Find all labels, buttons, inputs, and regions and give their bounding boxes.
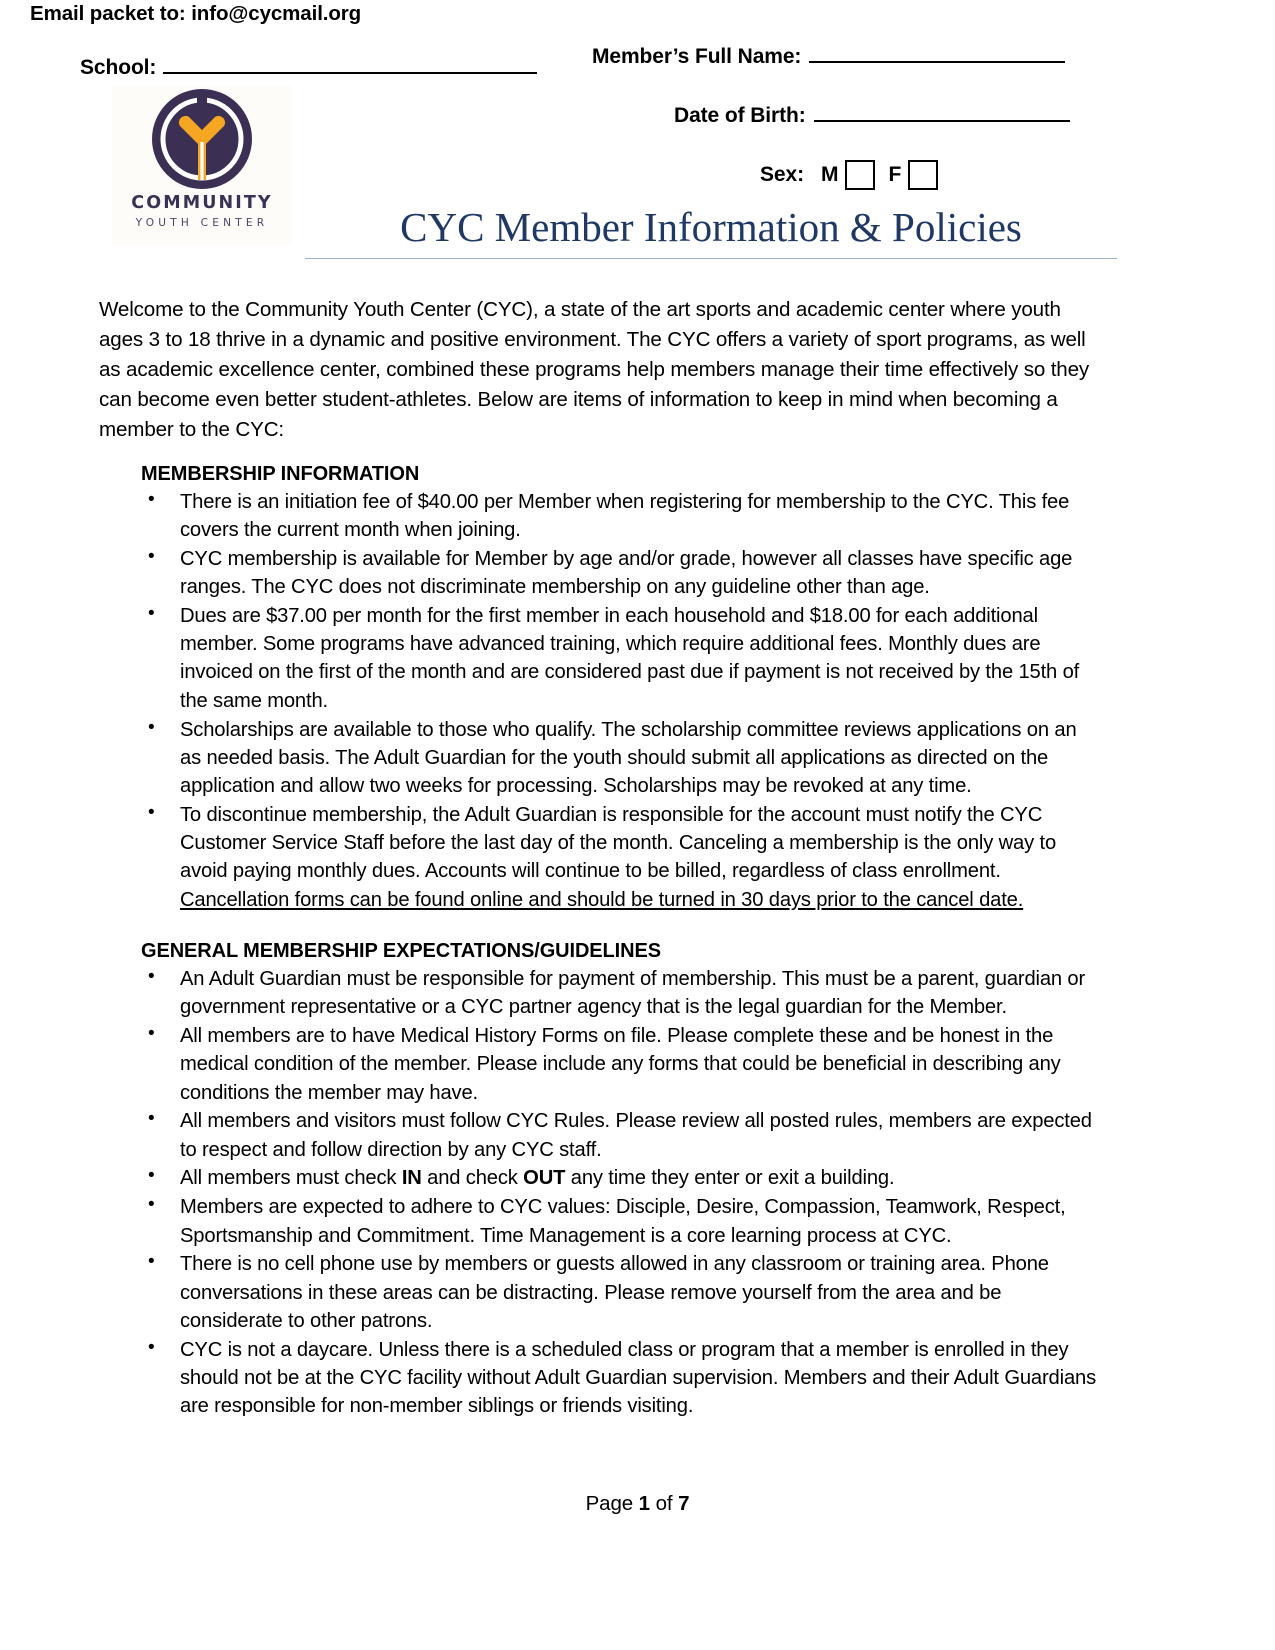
list-item: • Members are expected to adhere to CYC values: Disciple, Desire, Compassion, Teamwork, Respect, Sportsmanship and Commitment. Time Management is a core learning process at CYC. bbox=[141, 1193, 1099, 1250]
logo-wordmark: COMMUNITY bbox=[131, 193, 273, 213]
school-field-row bbox=[80, 56, 537, 80]
section-heading: GENERAL MEMBERSHIP EXPECTATIONS/GUIDELINES bbox=[141, 939, 661, 962]
date-of-birth-field-row bbox=[674, 104, 1070, 128]
list-item: • All members are to have Medical History Forms on file. Please complete these and be honest in the medical condition of the member. Please include any forms that could be beneficial in describing any conditions the member may have. bbox=[141, 1022, 1099, 1107]
list-item: • All members and visitors must follow CYC Rules. Please review all posted rules, members are expected to respect and follow direction by any CYC staff. bbox=[141, 1107, 1099, 1164]
sex-female-checkbox[interactable] bbox=[908, 160, 938, 190]
check-text-part1: All members must check bbox=[180, 1167, 402, 1190]
sex-label: Sex: bbox=[760, 163, 804, 186]
sex-male-checkbox[interactable] bbox=[845, 160, 875, 190]
sex-field-row bbox=[760, 160, 938, 190]
list-item-check-in-out bbox=[141, 1164, 1099, 1192]
member-name-input-line[interactable] bbox=[809, 60, 1065, 63]
membership-information-list bbox=[141, 488, 1099, 914]
cyc-logo-icon bbox=[149, 86, 255, 192]
cyc-logo bbox=[112, 86, 292, 246]
title-divider bbox=[305, 258, 1117, 259]
logo-subtext: YOUTH CENTER bbox=[135, 217, 269, 229]
email-packet-line: Email packet to: info@cycmail.org bbox=[30, 2, 362, 25]
section-general-membership-expectations bbox=[141, 940, 1099, 1421]
list-item: • An Adult Guardian must be responsible for payment of membership. This must be a parent, guardian or government representative or a CYC partner agency that is the legal guardian for the Member. bbox=[141, 965, 1099, 1022]
title-block bbox=[305, 205, 1117, 259]
check-text-part3: any time they enter or exit a building. bbox=[565, 1167, 895, 1190]
list-item: • CYC membership is available for Member by age and/or grade, however all classes have specific age ranges. The CYC does not discriminate membership on any guideline other than age. bbox=[141, 545, 1099, 602]
general-expectations-list bbox=[141, 965, 1099, 1421]
sex-male-label: M bbox=[820, 163, 839, 186]
date-of-birth-label: Date of Birth: bbox=[674, 104, 806, 127]
footer-prefix: Page bbox=[585, 1492, 639, 1515]
page-title: CYC Member Information & Policies bbox=[400, 204, 1022, 250]
school-label: School: bbox=[80, 56, 157, 79]
date-of-birth-input-line[interactable] bbox=[814, 119, 1070, 122]
list-item: • Dues are $37.00 per month for the first member in each household and $18.00 for each additional member. Some programs have advanced training, which require additional fees. Monthly dues are invoiced on the first of the month and are considered past due if payment is not received by the 15th of the same month. bbox=[141, 602, 1099, 715]
footer-current-page: 1 bbox=[638, 1492, 650, 1515]
member-name-field-row bbox=[592, 45, 1065, 69]
intro-paragraph: Welcome to the Community Youth Center (CYC), a state of the art sports and academic center where youth ages 3 to 18 thrive in a dynamic and positive environment. The CYC offers a variety of sport programs, as well as academic excellence center, combined these programs help members manage their time effectively so they can become even better student-athletes. Below are items of information to keep in mind when becoming a member to the CYC: bbox=[99, 298, 1090, 441]
list-item-cancellation bbox=[141, 801, 1099, 914]
page-footer bbox=[0, 1492, 1275, 1516]
sex-female-label: F bbox=[888, 163, 902, 186]
section-heading: MEMBERSHIP INFORMATION bbox=[141, 462, 420, 485]
list-item: • CYC is not a daycare. Unless there is a scheduled class or program that a member is enrolled in they should not be at the CYC facility without Adult Guardian supervision. Members and their Adult Guardians are responsible for non-member siblings or friends visiting. bbox=[141, 1336, 1099, 1421]
list-item: • Scholarships are available to those who qualify. The scholarship committee reviews applications on an as needed basis. The Adult Guardian for the youth should submit all applications as directed on the application and allow two weeks for processing. Scholarships may be revoked at any time. bbox=[141, 716, 1099, 801]
cancellation-plain-text: To discontinue membership, the Adult Guardian is responsible for the account must notify the CYC Customer Service Staff before the last day of the month. Canceling a membership is the only way to avoid paying monthly dues. Accounts will continue to be billed, regardless of class enrollment. bbox=[180, 803, 1057, 883]
check-out-bold: OUT bbox=[523, 1167, 566, 1190]
footer-middle: of bbox=[649, 1492, 679, 1515]
list-item: • There is an initiation fee of $40.00 per Member when registering for membership to the CYC. This fee covers the current month when joining. bbox=[141, 488, 1099, 545]
check-text-part2: and check bbox=[421, 1167, 524, 1190]
section-membership-information bbox=[141, 463, 1099, 914]
member-name-label: Member’s Full Name: bbox=[592, 45, 802, 68]
footer-total-pages: 7 bbox=[678, 1492, 690, 1515]
cancellation-underlined-text: Cancellation forms can be found online and should be turned in 30 days prior to the cancel date. bbox=[180, 888, 1024, 911]
school-input-line[interactable] bbox=[163, 71, 537, 74]
document-body bbox=[99, 295, 1099, 1421]
list-item: • There is no cell phone use by members or guests allowed in any classroom or training area. Phone conversations in these areas can be distracting. Please remove yourself from the area and be considerate to other patrons. bbox=[141, 1250, 1099, 1335]
check-in-bold: IN bbox=[401, 1167, 422, 1190]
